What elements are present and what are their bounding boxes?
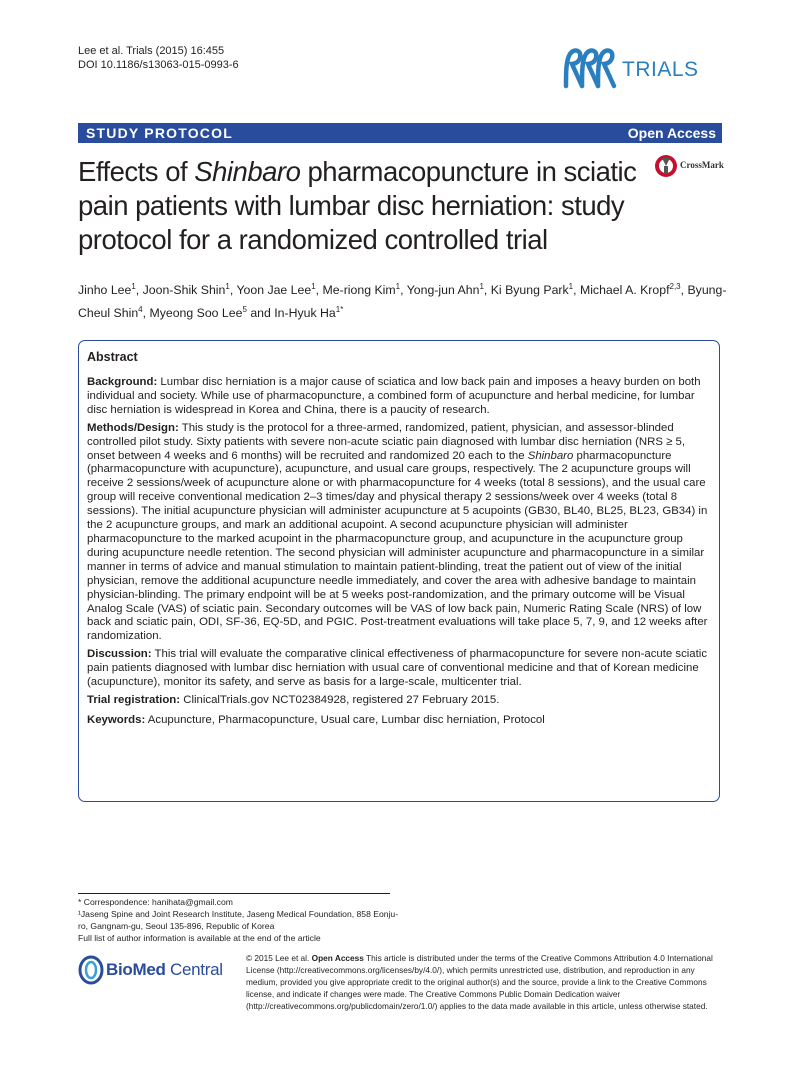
author-affiliation-mark: 1 — [568, 282, 574, 291]
abstract-background — [87, 376, 709, 418]
author-separator: , — [680, 283, 688, 298]
article-type-label: STUDY PROTOCOL — [86, 125, 233, 141]
author-separator: , — [135, 283, 143, 298]
keywords-text: Acupuncture, Pharmacopuncture, Usual care, Lumbar disc herniation, Protocol — [147, 713, 545, 726]
author-affiliation-mark: 5 — [242, 305, 247, 315]
author-affiliation-mark: 1 — [311, 282, 316, 291]
keywords-label: Keywords: — [87, 713, 146, 726]
author-and: and — [246, 306, 275, 321]
trials-logo-icon — [560, 42, 620, 94]
crossmark-label: CrossMark — [680, 160, 724, 170]
citation-doi[interactable]: DOI 10.1186/s13063-015-0993-6 — [78, 59, 239, 71]
crossmark-icon — [654, 154, 678, 178]
methods-text-italic: Shinbaro — [527, 449, 574, 462]
author-affiliation-mark: 1 — [131, 282, 136, 291]
article-title — [78, 155, 658, 257]
license-open-access: Open Access — [311, 953, 364, 963]
abstract-discussion — [87, 648, 709, 690]
discussion-label: Discussion: — [87, 648, 152, 661]
abstract-methods — [87, 422, 709, 645]
trials-logo-text: TRIALS — [622, 58, 699, 81]
author-name[interactable]: Yoon Jae Lee$^1$ — [236, 282, 316, 298]
author-name[interactable]: Jinho Lee$^1$ — [78, 282, 136, 298]
background-text: Lumbar disc herniation is a major cause of sciatica and low back pain and imposes a heavy burden on both individual and society. While use of pharmacopuncture, a combined form of acupuncture and herbal medicine, for lumbar disc herniation is widespread in Korea and China, there is a paucity of research. — [87, 376, 701, 416]
background-label: Background: — [87, 376, 158, 388]
author-name[interactable]: Ki Byung Park$^1$ — [490, 282, 574, 298]
biomed-text: BioMed — [106, 960, 166, 979]
methods-label: Methods/Design: — [87, 421, 179, 434]
author-separator: , — [142, 306, 150, 321]
license-lead: © 2015 Lee et al. — [246, 953, 312, 963]
author-name[interactable]: Myeong Soo Lee$^5$ — [149, 305, 247, 321]
article-type-banner — [78, 123, 722, 143]
license-statement — [246, 952, 724, 1012]
citation-header — [78, 44, 239, 72]
registration-text[interactable]: ClinicalTrials.gov NCT02384928, registered 27 February 2015. — [183, 693, 500, 706]
footnote-divider — [78, 893, 390, 894]
citation-line-1: Lee et al. Trials (2015) 16:455 — [78, 45, 225, 57]
author-separator: , — [400, 283, 407, 298]
author-name[interactable]: Yong-jun Ahn$^1$ — [406, 282, 484, 298]
methods-text-pre: This study is the protocol for a three-armed, randomized, patient, physician, and assessor-blinded controlled pilot study. Sixty patients with severe non-acute sciatic pain diagnosed with lumbar disc herniation (NRS ≥ 5, onset between 4 weeks and 6 months) will be recruited and randomized 20 each to the — [87, 421, 686, 462]
footnotes — [78, 896, 408, 944]
author-name[interactable]: Me-riong Kim$^1$ — [322, 282, 401, 298]
license-text: This article is distributed under the terms of the Creative Commons Attribution 4.0 International License (http://creativecommons.org/licenses/by/4.0/), which permits unrestricted use, distribution, and reproduction in any medium, provided you give appropriate credit to the original author(s) and the source, provide a link to the Creative Commons license, and indicate if changes were made. The Creative Commons Public Domain Dedication waiver (http://creativecommons.org/publicdomain/zero/1.0/) applies to the data made available in this article, unless otherwise stated. — [246, 953, 713, 1011]
central-text: Central — [165, 960, 223, 979]
author-affiliation-mark: 1 — [225, 282, 230, 291]
abstract-body — [87, 376, 709, 732]
registration-label: Trial registration: — [87, 693, 181, 706]
author-name[interactable]: In-Hyuk $Ha^{1*}$ — [274, 305, 344, 321]
abstract-keywords — [87, 714, 709, 728]
affiliation-note: ¹Jaseng Spine and Joint Research Institute, Jaseng Medical Foundation, 858 Eonju-ro, Gangnam-gu, Seoul 135-896, Republic of Korea — [78, 909, 399, 931]
author-affiliation-mark: 1 — [479, 282, 484, 291]
biomed-central-logo-icon — [78, 955, 104, 985]
author-affiliation-mark: 1* — [335, 305, 344, 315]
biomed-central-text — [106, 960, 223, 980]
author-separator: , — [483, 283, 491, 298]
title-italic: Shinbaro — [194, 156, 301, 187]
full-author-info-note: Full list of author information is available at the end of the article — [78, 933, 321, 943]
discussion-text: This trial will evaluate the comparative clinical effectiveness of pharmacopuncture for severe non-acute sciatic pain patients diagnosed with lumbar disc herniation with usual care of conventional medicine and that of Korean medicine (acupuncture), monitor its safety, and serve as basis for a large-scale, multicenter trial. — [87, 648, 708, 689]
author-affiliation-mark: 2,3 — [669, 282, 681, 291]
title-post: pharmacopuncture in sciatic pain patients with lumbar disc herniation: study protocol for a randomized controlled trial — [78, 156, 637, 255]
author-affiliation-mark: 1 — [395, 282, 401, 291]
methods-text-post: pharmacopuncture (pharmacopuncture with acupuncture), acupuncture, and usual care groups, respectively. The 2 acupuncture groups will receive 2 sessions/week of acupuncture alone or with pharmacopuncture for 4 weeks (total 8 sessions), and the usual care group will receive conventional medication 2–3 times/day and physical therapy 2 sessions/week over 4 weeks (total 8 sessions). The initial acupuncture physician will administer acupuncture at 5 acupoints (GB30, BL40, BL25, BL23, GB34) in the 2 acupuncture groups, and mark an additional acupoint. A second acupuncture physician will administer pharmacopuncture to the marked acupoint in the pharmacopuncture group, and acupuncture in the acupuncture group during acupuncture needle retention. The second physician will administer acupuncture and pharmacopuncture in a similar manner in terms of advice and manual stimulation to maintain patient-blinding, treat the patient out of view of the initial physician, remove the additional acupuncture needle immediately, and cover the area with adhesive bandage to maintain physician-blinding. The primary endpoint will be at 5 weeks post-randomization, and the primary outcome will be Visual Analog Scale (VAS) of sciatic pain. Secondary outcomes will be VAS of low back pain, Numeric Rating Scale (NRS) of low back and sciatic pain, ODI, SF-36, EQ-5D, and PGIC. Post-treatment evaluations will take place 5, 7, 9, and 12 weeks after randomization. — [87, 449, 708, 643]
author-separator: , — [573, 283, 580, 298]
author-list — [78, 277, 728, 323]
author-name[interactable]: Michael A. Kropf$^{2,3}$ — [579, 282, 681, 298]
author-separator: , — [229, 283, 237, 298]
title-pre: Effects of — [78, 156, 195, 187]
biomed-central-logo[interactable] — [78, 953, 238, 987]
abstract-box — [78, 340, 720, 802]
trials-logo[interactable] — [560, 42, 730, 96]
author-name[interactable]: Byung-Cheul Shin$^4$ — [78, 283, 727, 321]
author-name[interactable]: Joon-Shik Shin$^1$ — [142, 282, 230, 298]
open-access-label: Open Access — [627, 125, 716, 141]
correspondence-note[interactable]: * Correspondence: hanihata@gmail.com — [78, 897, 233, 907]
crossmark-button[interactable] — [654, 154, 724, 178]
abstract-registration — [87, 694, 709, 708]
author-affiliation-mark: 4 — [138, 305, 143, 315]
abstract-heading: Abstract — [87, 350, 138, 364]
author-separator: , — [315, 283, 323, 298]
